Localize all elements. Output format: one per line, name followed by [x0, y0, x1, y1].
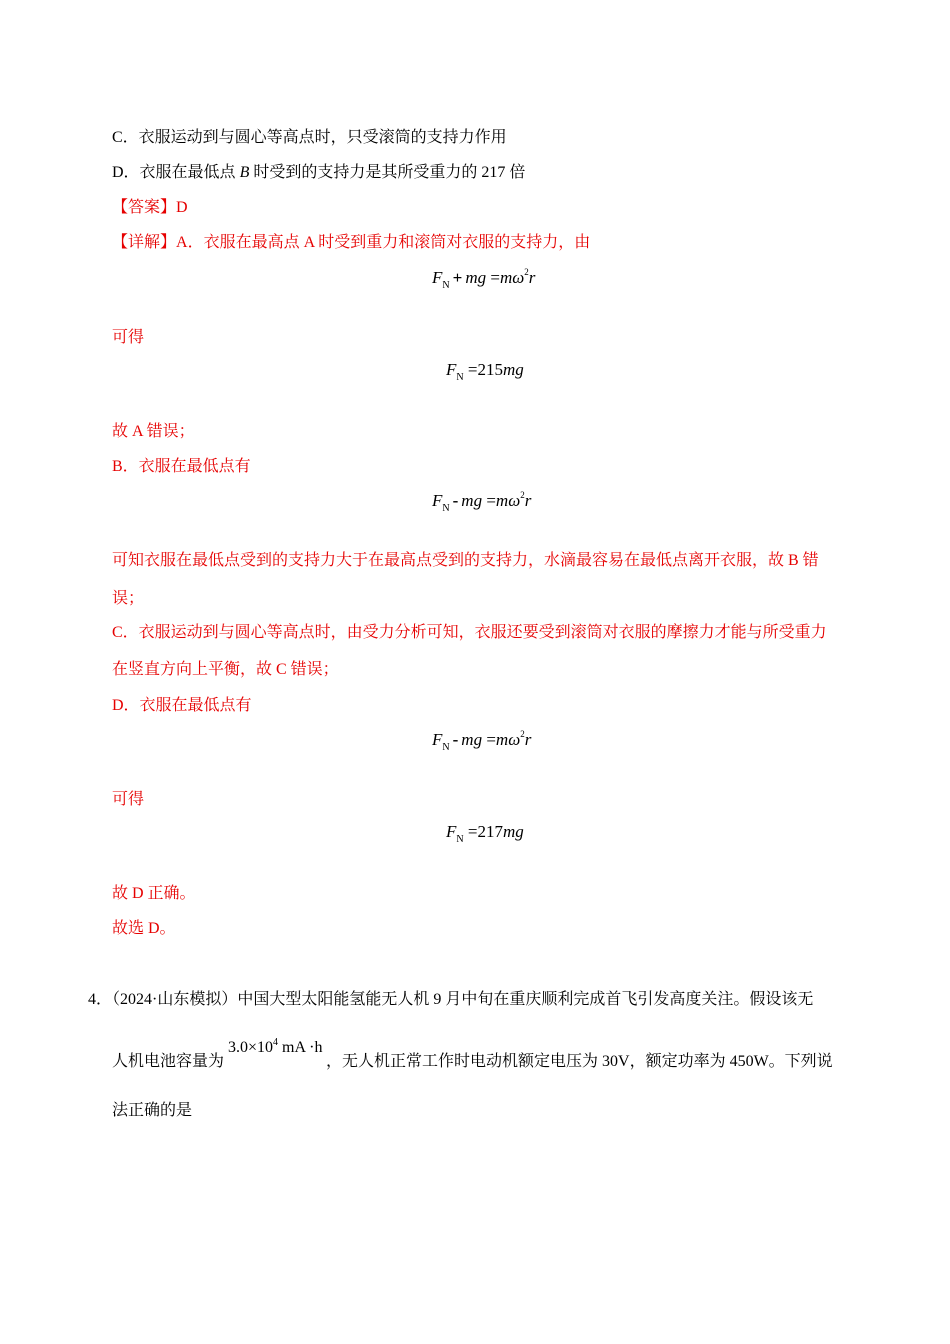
formula-1: $F_N$ + mg $=m\omega^2r$: [432, 267, 536, 291]
option-c: C．衣服运动到与圆心等高点时，只受滚筒的支持力作用: [112, 129, 507, 146]
answer-label: 【答案】: [112, 199, 177, 216]
answer-line: [112, 198, 188, 218]
final-answer: 故选 D。: [112, 920, 176, 937]
question-4-line1: [88, 990, 813, 1010]
option-d-post: 时受到的支持力是其所受重力的 217 倍: [249, 164, 526, 181]
formula-4: $F_N$ - mg $=m\omega^2r$: [432, 729, 532, 753]
option-d-var: B: [239, 164, 250, 181]
conclusion-d: 故 D 正确。: [112, 885, 196, 902]
conclusion-a: 故 A 错误；: [112, 423, 195, 440]
question-4-line2-pre: 人机电池容量为: [112, 1053, 225, 1070]
question-4-line2: [112, 1052, 833, 1072]
conclusion-b-line1: 可知衣服在最低点受到的支持力大于在最高点受到的支持力，水滴最容易在最低点离开衣服，故 B 错: [112, 552, 819, 569]
explanation-b: B．衣服在最低点有: [112, 458, 251, 475]
explanation-c-line2: 在竖直方向上平衡，故 C 错误；: [112, 661, 339, 678]
explanation-d: D．衣服在最低点有: [112, 697, 252, 714]
question-number: 4．: [88, 991, 113, 1008]
formula-2: $F_N =215mg$: [446, 360, 524, 383]
formula-3: $F_N$ - mg $=m\omega^2r$: [432, 490, 532, 514]
formula-5: $F_N =217mg$: [446, 822, 524, 845]
answer-value: D: [176, 199, 188, 216]
conclusion-b-line2: 误；: [112, 590, 145, 607]
explanation-a-text: A．衣服在最高点 A 时受到重力和滚筒对衣服的支持力，由: [176, 234, 591, 251]
explanation-label: 【详解】: [112, 234, 177, 251]
keyi-2: 可得: [112, 791, 145, 808]
option-d-pre: D．衣服在最低点: [112, 164, 240, 181]
keyi-1: 可得: [112, 329, 145, 346]
question-4-text-1: （2024·山东模拟）中国大型太阳能氢能无人机 9 月中旬在重庆顺利完成首飞引发高度关注。假设该无: [112, 991, 814, 1008]
question-4-capacity: $3.0\times 10^4$ mA ·h: [228, 1037, 323, 1056]
question-4-line3: 法正确的是: [112, 1102, 193, 1119]
explanation-a: [112, 233, 590, 253]
question-4-line2-post: ，无人机正常工作时电动机额定电压为 30V，额定功率为 450W。下列说: [326, 1053, 833, 1070]
explanation-c-line1: C．衣服运动到与圆心等高点时，由受力分析可知，衣服还要受到滚筒对衣服的摩擦力才能与所受重力: [112, 624, 827, 641]
option-d: [112, 163, 525, 183]
